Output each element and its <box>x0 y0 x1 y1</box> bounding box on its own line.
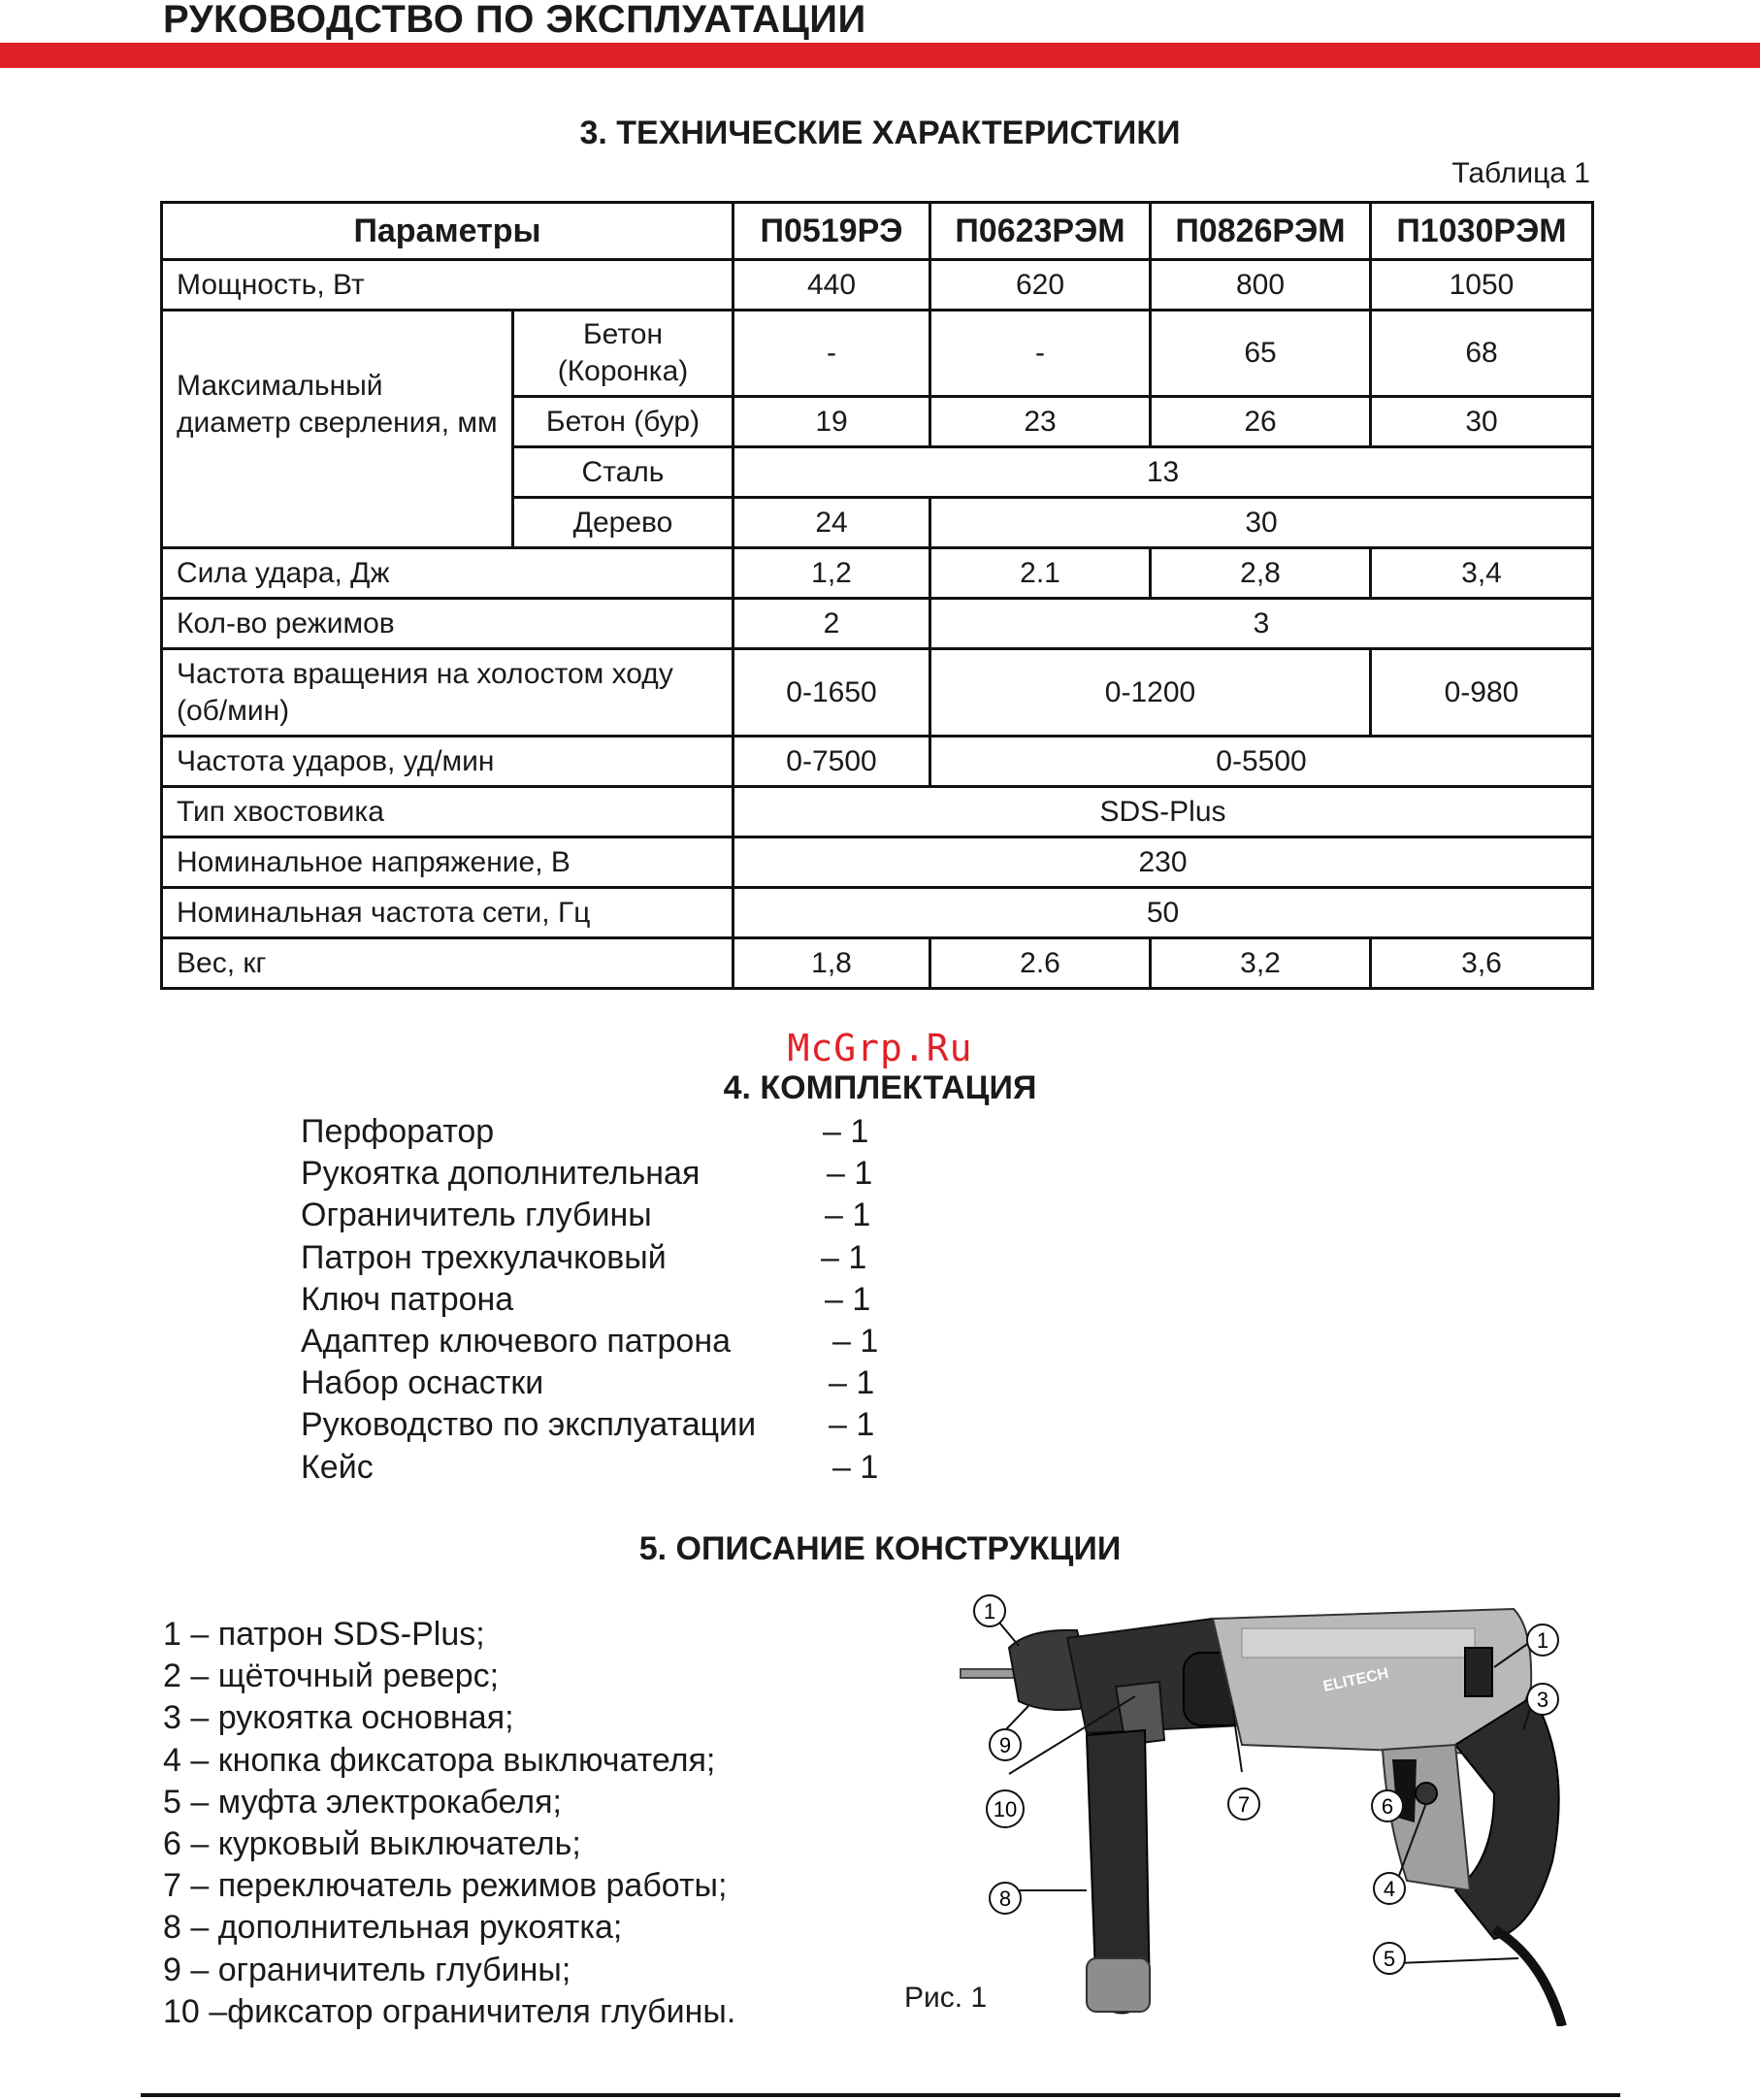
callout-number: 8 <box>998 1887 1012 1911</box>
list-item: 1 – патрон SDS-Plus; <box>163 1616 485 1653</box>
section-4-title: 4. КОМПЛЕКТАЦИЯ <box>723 1069 1037 1106</box>
kit-item-qty: – 1 <box>825 1280 871 1318</box>
table-cell: 3,4 <box>1371 548 1593 599</box>
param-header: Параметры <box>162 203 733 260</box>
brush-reverse <box>1465 1648 1492 1696</box>
table-cell: 26 <box>1151 397 1371 447</box>
kit-item-qty: – 1 <box>829 1406 875 1444</box>
callout-number: 1 <box>1536 1628 1549 1653</box>
model-header: П1030РЭМ <box>1371 203 1593 260</box>
kit-item-qty: – 1 <box>829 1364 875 1402</box>
table-header-row <box>162 203 1593 260</box>
table-cell: 30 <box>1371 397 1593 447</box>
callout-number: 9 <box>998 1733 1012 1757</box>
table-cell: 1,2 <box>733 548 930 599</box>
table-cell: 65 <box>1151 311 1371 397</box>
table-row <box>162 311 1593 397</box>
table-cell: 3 <box>930 599 1593 649</box>
figure-caption: Рис. 1 <box>904 1982 988 2014</box>
table-cell: 2 <box>733 599 930 649</box>
watermark-text: McGrp.Ru <box>787 1027 973 1069</box>
table-row <box>162 938 1593 989</box>
list-item: 7 – переключатель режимов работы; <box>163 1867 728 1905</box>
row-label: Максимальный диаметр сверления, мм <box>162 311 513 548</box>
section-3-title: 3. ТЕХНИЧЕСКИЕ ХАРАКТЕРИСТИКИ <box>579 115 1181 151</box>
kit-item-qty: – 1 <box>832 1448 879 1486</box>
table-row <box>162 888 1593 938</box>
brand-logo: ELITECH <box>1321 1665 1390 1695</box>
table-cell: 620 <box>930 260 1151 311</box>
kit-item-name: Ограничитель глубины <box>301 1197 652 1234</box>
table-cell: 3,2 <box>1151 938 1371 989</box>
table-cell: 0-5500 <box>930 737 1593 787</box>
callout-number: 4 <box>1383 1877 1396 1901</box>
kit-item-qty: – 1 <box>832 1322 879 1360</box>
table-cell: 24 <box>733 498 930 548</box>
table-cell: 2.6 <box>930 938 1151 989</box>
table-cell: SDS-Plus <box>733 787 1593 837</box>
parts-list <box>163 1614 735 2033</box>
kit-item-name: Патрон трехкулачковый <box>301 1238 667 1276</box>
page-header-title: РУКОВОДСТВО ПО ЭКСПЛУАТАЦИИ <box>163 0 866 41</box>
table-row <box>162 649 1593 737</box>
table-row <box>162 548 1593 599</box>
callout-number: 5 <box>1383 1947 1396 1971</box>
list-item: 2 – щёточный реверс; <box>163 1657 500 1695</box>
header-red-bar <box>0 43 1760 68</box>
row-label: Мощность, Вт <box>162 260 733 311</box>
table-cell: 23 <box>930 397 1151 447</box>
kit-item-name: Набор оснастки <box>301 1364 544 1402</box>
sub-label: Дерево <box>513 498 733 548</box>
table-cell: 230 <box>733 837 1593 888</box>
table-row <box>162 787 1593 837</box>
table-cell: - <box>930 311 1151 397</box>
kit-item-name: Адаптер ключевого патрона <box>301 1322 732 1360</box>
table-cell: 19 <box>733 397 930 447</box>
table-cell: 800 <box>1151 260 1371 311</box>
table-cell: 0-980 <box>1371 649 1593 737</box>
table-row <box>162 737 1593 787</box>
table-cell: 13 <box>733 447 1593 498</box>
footer-divider <box>141 2093 1620 2097</box>
kit-item-qty: – 1 <box>825 1197 871 1234</box>
list-item: 4 – кнопка фиксатора выключателя; <box>163 1741 716 1779</box>
table-cell: 440 <box>733 260 930 311</box>
row-label: Частота ударов, уд/мин <box>162 737 733 787</box>
model-header: П0826РЭМ <box>1151 203 1371 260</box>
section-5-title: 5. ОПИСАНИЕ КОНСТРУКЦИИ <box>638 1530 1122 1567</box>
power-cable <box>1494 1929 1562 2026</box>
kit-item-qty: – 1 <box>827 1155 873 1193</box>
model-header: П0623РЭМ <box>930 203 1151 260</box>
list-item: 3 – рукоятка основная; <box>163 1699 514 1737</box>
list-item: 6 – курковый выключатель; <box>163 1824 581 1862</box>
callout-number: 6 <box>1381 1794 1394 1819</box>
table-cell: 68 <box>1371 311 1593 397</box>
sub-label: Сталь <box>513 447 733 498</box>
callout-number: 7 <box>1237 1792 1251 1817</box>
table-cell: 3,6 <box>1371 938 1593 989</box>
callout-number: 3 <box>1536 1688 1549 1712</box>
table-cell: - <box>733 311 930 397</box>
table-row <box>162 837 1593 888</box>
sub-label: Бетон (бур) <box>513 397 733 447</box>
lock-button <box>1416 1783 1437 1804</box>
list-item: 10 –фиксатор ограничителя глубины. <box>163 1992 736 2030</box>
table-row <box>162 260 1593 311</box>
table-row <box>162 599 1593 649</box>
row-label: Тип хвостовика <box>162 787 733 837</box>
kit-item-name: Ключ патрона <box>301 1280 514 1318</box>
sub-label: Бетон (Коронка) <box>513 311 733 397</box>
table-caption: Таблица 1 <box>1451 157 1590 189</box>
model-header: П0519РЭ <box>733 203 930 260</box>
row-label: Кол-во режимов <box>162 599 733 649</box>
kit-item-name: Рукоятка дополнительная <box>301 1155 701 1193</box>
table-cell: 0-1200 <box>930 649 1371 737</box>
callout-number: 10 <box>993 1797 1018 1821</box>
aux-handle-cap <box>1087 1958 1150 2012</box>
kit-item-qty: – 1 <box>821 1238 867 1276</box>
table-cell: 1,8 <box>733 938 930 989</box>
list-item: 9 – ограничитель глубины; <box>163 1951 571 1988</box>
table-cell: 2,8 <box>1151 548 1371 599</box>
list-item: 5 – муфта электрокабеля; <box>163 1783 562 1821</box>
kit-item-name: Перфоратор <box>301 1113 495 1150</box>
kit-item-qty: – 1 <box>823 1113 869 1150</box>
spec-table <box>160 201 1594 990</box>
table-cell: 0-7500 <box>733 737 930 787</box>
rotary-hammer-figure <box>951 1570 1591 2026</box>
kit-item-name: Руководство по эксплуатации <box>301 1406 757 1444</box>
table-cell: 0-1650 <box>733 649 930 737</box>
motor-stripe <box>1242 1628 1475 1657</box>
row-label: Вес, кг <box>162 938 733 989</box>
table-cell: 1050 <box>1371 260 1593 311</box>
row-label: Частота вращения на холостом ходу (об/мин) <box>162 649 733 737</box>
row-label: Номинальная частота сети, Гц <box>162 888 733 938</box>
table-cell: 30 <box>930 498 1593 548</box>
table-cell: 2.1 <box>930 548 1151 599</box>
kit-item-name: Кейс <box>301 1448 374 1486</box>
list-item: 8 – дополнительная рукоятка; <box>163 1909 623 1947</box>
row-label: Номинальное напряжение, В <box>162 837 733 888</box>
row-label: Сила удара, Дж <box>162 548 733 599</box>
table-cell: 50 <box>733 888 1593 938</box>
callout-number: 1 <box>983 1599 996 1624</box>
